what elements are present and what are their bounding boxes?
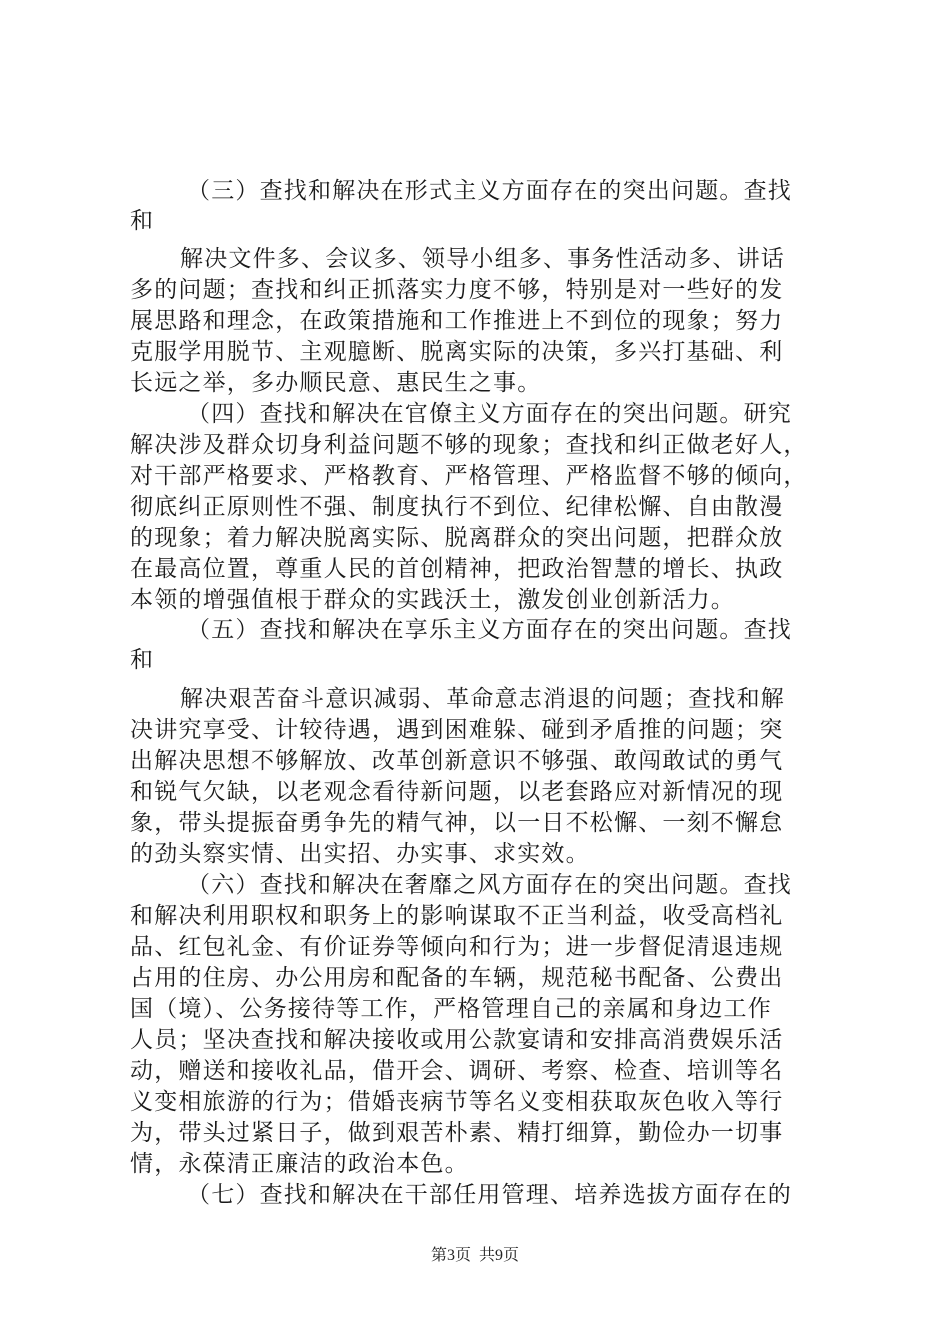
text-line: 对干部严格要求、严格教育、严格管理、严格监督不够的倾向，: [130, 463, 808, 489]
text-line: （五）查找和解决在享乐主义方面存在的突出问题。查找: [187, 617, 792, 643]
text-line: 的现象；着力解决脱离实际、脱离群众的突出问题，把群众放: [130, 525, 784, 551]
text-line: 象，带头提振奋勇争先的精气神，以一日不松懈、一刻不懈怠: [130, 810, 784, 836]
text-line: 解决文件多、会议多、领导小组多、事务性活动多、讲话: [180, 246, 785, 272]
text-line: 动，赠送和接收礼品，借开会、调研、考察、检查、培训等名: [130, 1058, 784, 1084]
text-line: 展思路和理念，在政策措施和工作推进上不到位的现象；努力: [130, 308, 784, 334]
text-line: 长远之举，多办顺民意、惠民生之事。: [130, 370, 542, 396]
text-line: 解决涉及群众切身利益问题不够的现象；查找和纠正做老好人，: [130, 432, 808, 458]
text-line: 情，永葆清正廉洁的政治本色。: [130, 1151, 469, 1177]
text-line: 决讲究享受、计较待遇，遇到困难躲、碰到矛盾推的问题；突: [130, 717, 784, 743]
text-line: 义变相旅游的行为；借婚丧病节等名义变相获取灰色收入等行: [130, 1089, 784, 1115]
text-line: （四）查找和解决在官僚主义方面存在的突出问题。研究: [187, 401, 792, 427]
text-line: 的劲头察实情、出实招、办实事、求实效。: [130, 841, 590, 867]
text-line: 人员；坚决查找和解决接收或用公款宴请和安排高消费娱乐活: [130, 1027, 784, 1053]
text-line: （三）查找和解决在形式主义方面存在的突出问题。查找: [187, 178, 792, 204]
text-line: 为，带头过紧日子，做到艰苦朴素、精打细算，勤俭办一切事: [130, 1120, 784, 1146]
text-line: 和: [130, 208, 155, 234]
text-line: 占用的住房、办公用房和配备的车辆，规范秘书配备、公费出: [130, 965, 784, 991]
text-line: （六）查找和解决在奢靡之风方面存在的突出问题。查找: [187, 872, 792, 898]
text-line: 多的问题；查找和纠正抓落实力度不够，特别是对一些好的发: [130, 277, 784, 303]
text-line: 和: [130, 647, 155, 673]
text-line: （七）查找和解决在干部任用管理、培养选拔方面存在的: [187, 1182, 792, 1208]
text-line: 国（境）、公务接待等工作，严格管理自己的亲属和身边工作: [130, 996, 772, 1022]
text-line: 克服学用脱节、主观臆断、脱离实际的决策，多兴打基础、利: [130, 339, 784, 365]
text-line: 出解决思想不够解放、改革创新意识不够强、敢闯敢试的勇气: [130, 748, 784, 774]
text-line: 和解决利用职权和职务上的影响谋取不正当利益，收受高档礼: [130, 903, 784, 929]
text-line: 和锐气欠缺，以老观念看待新问题，以老套路应对新情况的现: [130, 779, 784, 805]
text-line: 品、红包礼金、有价证券等倾向和行为；进一步督促清退违规: [130, 934, 784, 960]
text-line: 在最高位置，尊重人民的首创精神，把政治智慧的增长、执政: [130, 556, 784, 582]
text-line: 本领的增强值根于群众的实践沃土，激发创业创新活力。: [130, 587, 735, 613]
text-line: 彻底纠正原则性不强、制度执行不到位、纪律松懈、自由散漫: [130, 494, 784, 520]
page-number: 第3页 共9页: [430, 1247, 519, 1264]
text-line: 解决艰苦奋斗意识减弱、革命意志消退的问题；查找和解: [180, 686, 785, 712]
page-footer: [0, 1246, 950, 1266]
